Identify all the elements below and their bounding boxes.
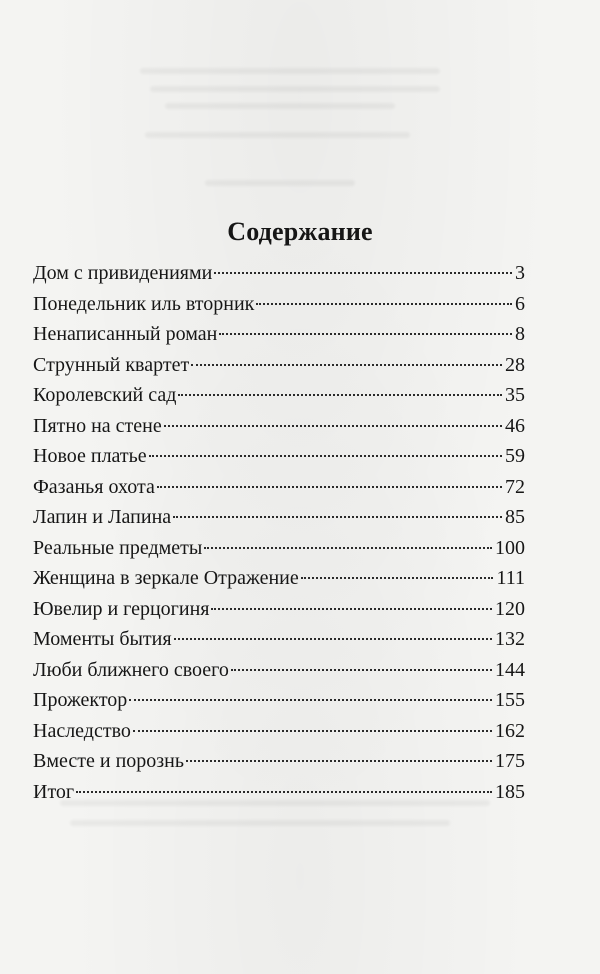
toc-entry-page-number: 175	[495, 750, 525, 772]
dot-leader	[178, 394, 502, 396]
dot-leader	[191, 364, 502, 366]
toc-entry	[33, 319, 525, 350]
toc-entry	[33, 441, 525, 472]
toc-entry	[33, 472, 525, 503]
toc-entry-page-number: 46	[505, 414, 525, 437]
toc-entry	[33, 289, 525, 320]
toc-entry-page-number: 162	[495, 719, 525, 742]
toc-entry-page-number: 111	[496, 567, 525, 589]
toc-entry-page-number: 144	[495, 658, 525, 681]
toc-entry	[33, 685, 525, 716]
toc-entry-title: Итог	[33, 780, 75, 803]
toc-entry	[33, 411, 525, 442]
toc-entry	[33, 258, 525, 289]
toc-entry-title: Вместе и порознь	[33, 750, 184, 772]
toc-entry-title: Прожектор	[33, 689, 128, 711]
dot-leader	[76, 791, 492, 793]
toc-entry	[33, 716, 525, 747]
toc-entry	[33, 746, 525, 777]
toc-entry	[33, 777, 525, 808]
toc-entry-page-number: 132	[495, 628, 525, 650]
dot-leader	[231, 669, 492, 671]
toc-entry-page-number: 35	[505, 384, 525, 406]
toc-entry	[33, 350, 525, 381]
toc-entry-page-number: 72	[505, 475, 525, 498]
toc-entry-title: Понедельник иль вторник	[33, 292, 255, 315]
toc-entry-title: Люби ближнего своего	[33, 658, 229, 681]
dot-leader	[301, 577, 494, 579]
dot-leader	[164, 425, 502, 427]
dot-leader	[173, 516, 502, 518]
show-through-line	[165, 103, 395, 109]
table-of-contents	[33, 258, 525, 807]
toc-entry-title: Пятно на стене	[33, 414, 162, 437]
toc-entry-page-number: 155	[495, 689, 525, 711]
toc-entry-page-number: 28	[505, 353, 525, 376]
dot-leader	[211, 608, 492, 610]
dot-leader	[129, 699, 492, 701]
toc-entry-page-number: 8	[515, 323, 525, 345]
toc-entry-title: Моменты бытия	[33, 628, 172, 650]
toc-entry-title: Новое платье	[33, 445, 147, 467]
toc-entry-title: Наследство	[33, 719, 131, 742]
show-through-line	[150, 86, 440, 92]
dot-leader	[204, 547, 492, 549]
toc-entry-title: Лапин и Лапина	[33, 506, 172, 528]
toc-entry	[33, 502, 525, 533]
toc-entry	[33, 624, 525, 655]
dot-leader	[133, 730, 492, 732]
toc-entry-page-number: 100	[495, 536, 525, 559]
show-through-line	[70, 820, 450, 826]
page-title: Содержание	[227, 217, 373, 247]
toc-entry-title: Королевский сад	[33, 384, 177, 406]
dot-leader	[149, 455, 502, 457]
toc-entry-title: Дом с привидениями	[33, 262, 213, 284]
toc-entry	[33, 380, 525, 411]
toc-entry-title: Реальные предметы	[33, 536, 203, 559]
toc-entry-page-number: 185	[495, 780, 525, 803]
toc-entry-page-number: 59	[505, 445, 525, 467]
toc-entry-title: Ненаписанный роман	[33, 323, 218, 345]
toc-entry-page-number: 120	[495, 597, 525, 620]
dot-leader	[214, 272, 512, 274]
toc-entry-title: Ювелир и герцогиня	[33, 597, 210, 620]
toc-entry	[33, 533, 525, 564]
toc-entry-title: Женщина в зеркале Отражение	[33, 567, 299, 589]
toc-entry-page-number: 3	[515, 262, 525, 284]
toc-entry-page-number: 85	[505, 506, 525, 528]
show-through-line	[205, 180, 355, 186]
dot-leader	[157, 486, 502, 488]
toc-entry-page-number: 6	[515, 292, 525, 315]
dot-leader	[219, 333, 512, 335]
toc-entry-title: Струнный квартет	[33, 353, 190, 376]
show-through-line	[140, 68, 440, 74]
toc-entry	[33, 655, 525, 686]
toc-entry-title: Фазанья охота	[33, 475, 155, 498]
toc-entry	[33, 594, 525, 625]
toc-entry	[33, 563, 525, 594]
dot-leader	[174, 638, 492, 640]
show-through-line	[145, 132, 410, 138]
dot-leader	[186, 760, 492, 762]
dot-leader	[256, 303, 512, 305]
